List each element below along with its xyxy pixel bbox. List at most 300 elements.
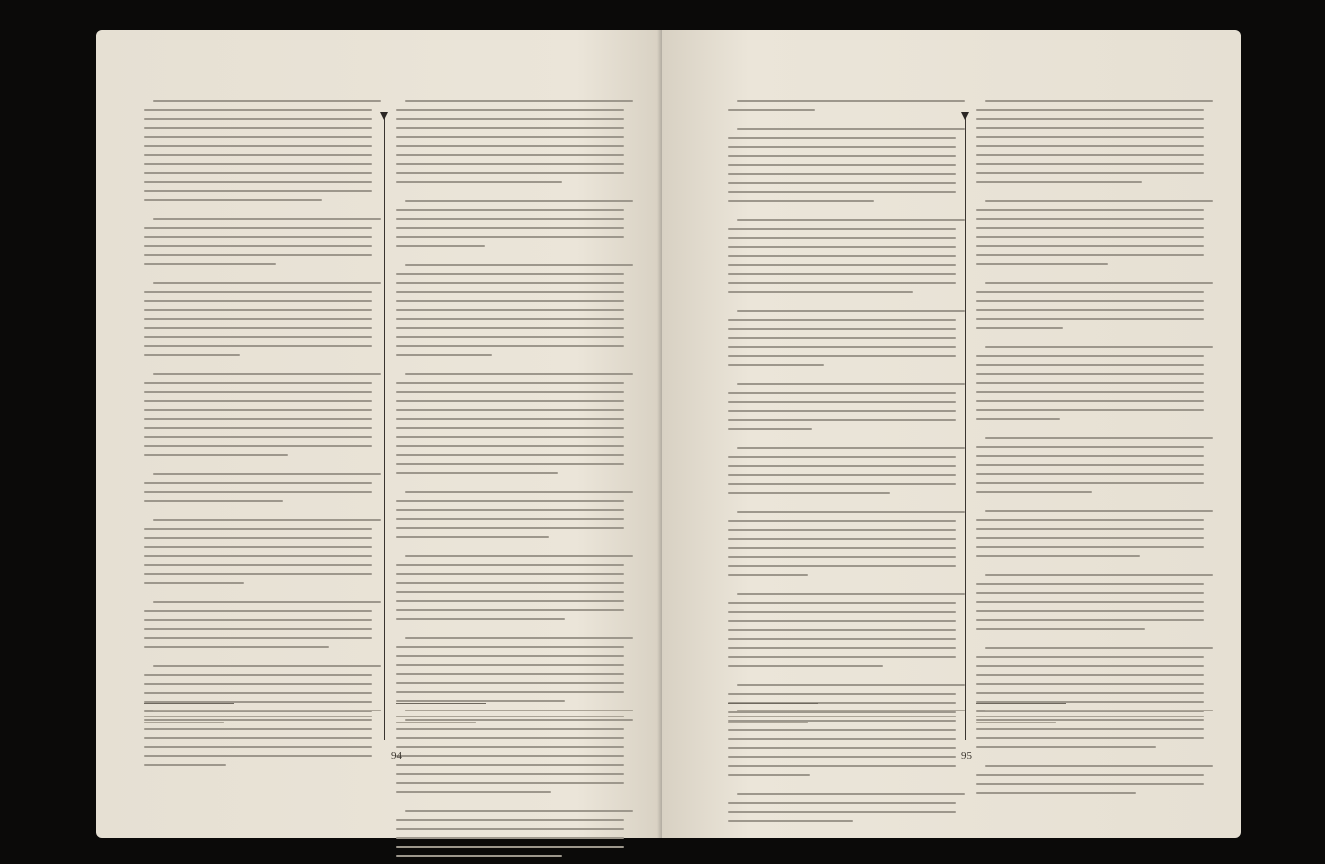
text-line [976, 716, 1204, 717]
text-line [976, 528, 1204, 530]
text-line [976, 674, 1204, 676]
right-page-column-2 [976, 100, 1204, 801]
text-line [405, 491, 633, 493]
text-line [153, 519, 381, 521]
text-line [153, 710, 381, 711]
text-line [144, 118, 372, 120]
text-line [728, 456, 956, 458]
text-line [728, 483, 956, 485]
text-line [728, 392, 956, 394]
text-line [144, 163, 372, 165]
text-line [396, 409, 624, 411]
text-line [728, 200, 874, 202]
text-line [728, 520, 956, 522]
text-line [396, 163, 624, 165]
text-line [728, 419, 956, 421]
text-line [728, 401, 956, 403]
text-line [396, 318, 624, 320]
text-line [976, 692, 1204, 694]
text-line [396, 716, 624, 717]
text-line [144, 637, 372, 639]
text-line [144, 737, 372, 739]
text-line [396, 209, 624, 211]
text-line [976, 555, 1140, 557]
text-line [144, 619, 372, 621]
text-line [144, 436, 372, 438]
left-page-footnotes-1 [144, 710, 372, 728]
text-line [144, 400, 372, 402]
text-line [728, 355, 956, 357]
text-line [144, 445, 372, 447]
text-line [396, 472, 558, 474]
text-line [396, 382, 624, 384]
text-line [396, 172, 624, 174]
text-line [976, 118, 1204, 120]
text-line [728, 629, 956, 631]
text-line [728, 109, 815, 111]
text-line [396, 791, 551, 793]
text-line [396, 746, 624, 748]
text-line [728, 756, 956, 758]
text-line [976, 656, 1204, 658]
text-line [396, 828, 624, 830]
text-line [396, 418, 624, 420]
text-line [728, 282, 956, 284]
text-line [737, 310, 965, 312]
left-page-center-rule [384, 114, 385, 740]
text-line [396, 509, 624, 511]
text-line [976, 628, 1145, 630]
text-line [728, 747, 956, 749]
text-line [153, 373, 381, 375]
text-line [976, 482, 1204, 484]
text-line [728, 811, 956, 813]
text-line [144, 190, 372, 192]
text-line [396, 536, 549, 538]
text-line [144, 722, 224, 723]
text-line [728, 465, 956, 467]
text-line [728, 191, 956, 193]
text-line [976, 355, 1204, 357]
text-line [405, 810, 633, 812]
text-line [153, 218, 381, 220]
page-number-left: 94 [391, 750, 402, 762]
text-line [405, 637, 633, 639]
text-line [976, 491, 1092, 493]
text-line [144, 181, 372, 183]
text-line [396, 582, 624, 584]
text-line [153, 665, 381, 667]
left-page-footnote-rule-2 [396, 703, 486, 704]
text-line [144, 145, 372, 147]
text-line [396, 728, 624, 730]
text-line [396, 236, 624, 238]
text-line [976, 109, 1204, 111]
text-line [144, 236, 372, 238]
text-line [976, 601, 1204, 603]
text-line [728, 774, 810, 776]
right-page-footnote-rule-2 [976, 703, 1066, 704]
text-line [728, 137, 956, 139]
text-line [144, 482, 372, 484]
text-line [405, 100, 633, 102]
text-line [737, 383, 965, 385]
text-line [737, 511, 965, 513]
text-line [396, 773, 624, 775]
text-line [396, 600, 624, 602]
text-line [728, 364, 824, 366]
text-line [737, 219, 965, 221]
text-line [144, 555, 372, 557]
text-line [728, 802, 956, 804]
left-page-top-marker [380, 112, 388, 120]
text-line [396, 154, 624, 156]
left-page-footnote-rule [144, 703, 234, 704]
text-line [396, 682, 624, 684]
text-line [976, 318, 1204, 320]
page-number-right: 95 [961, 750, 972, 762]
text-line [976, 446, 1204, 448]
text-line [396, 218, 624, 220]
text-line [396, 227, 624, 229]
text-line [728, 410, 956, 412]
text-line [976, 464, 1204, 466]
text-line [976, 746, 1156, 748]
text-line [396, 846, 624, 848]
text-line [728, 146, 956, 148]
left-page [96, 30, 662, 838]
text-line [976, 364, 1204, 366]
text-line [396, 700, 565, 702]
text-line [396, 345, 624, 347]
text-line [144, 692, 372, 694]
text-line [976, 300, 1204, 302]
text-line [396, 837, 624, 839]
text-line [728, 693, 956, 695]
text-line [396, 722, 476, 723]
text-line [144, 537, 372, 539]
text-line [144, 546, 372, 548]
text-line [396, 145, 624, 147]
text-line [144, 582, 244, 584]
text-line [144, 674, 372, 676]
text-line [144, 716, 372, 717]
text-line [144, 427, 372, 429]
text-line [976, 136, 1204, 138]
text-line [976, 218, 1204, 220]
book-spread [96, 30, 1241, 838]
text-line [396, 664, 624, 666]
text-line [728, 638, 956, 640]
text-line [737, 593, 965, 595]
text-line [405, 555, 633, 557]
text-line [728, 264, 956, 266]
text-line [396, 300, 624, 302]
text-line [728, 492, 890, 494]
left-page-footnotes-2 [396, 710, 624, 728]
text-line [144, 291, 372, 293]
text-line [728, 620, 956, 622]
text-line [728, 474, 956, 476]
text-line [976, 245, 1204, 247]
text-line [976, 546, 1204, 548]
text-line [728, 273, 956, 275]
text-line [396, 527, 624, 529]
right-page-footnote-rule [728, 703, 818, 704]
text-line [976, 373, 1204, 375]
text-line [153, 100, 381, 102]
text-line [396, 782, 624, 784]
text-line [728, 237, 956, 239]
text-line [153, 473, 381, 475]
text-line [396, 436, 624, 438]
text-line [396, 136, 624, 138]
text-line [144, 336, 372, 338]
text-line [728, 565, 956, 567]
text-line [144, 318, 372, 320]
right-page-center-rule [965, 114, 966, 740]
text-line [976, 537, 1204, 539]
text-line [144, 172, 372, 174]
text-line [153, 601, 381, 603]
text-line [737, 684, 965, 686]
text-line [976, 722, 1056, 723]
text-line [396, 354, 492, 356]
text-line [144, 263, 276, 265]
text-line [728, 155, 956, 157]
text-line [396, 282, 624, 284]
text-line [728, 729, 956, 731]
text-line [396, 819, 624, 821]
text-line [396, 591, 624, 593]
text-line [144, 354, 240, 356]
text-line [144, 646, 329, 648]
text-line [976, 391, 1204, 393]
text-line [405, 373, 633, 375]
text-line [976, 792, 1136, 794]
text-line [396, 500, 624, 502]
text-line [976, 473, 1204, 475]
text-line [728, 722, 808, 723]
text-line [728, 556, 956, 558]
text-line [144, 382, 372, 384]
text-line [144, 564, 372, 566]
text-line [144, 764, 226, 766]
text-line [985, 282, 1213, 284]
text-line [396, 118, 624, 120]
text-line [976, 783, 1204, 785]
text-line [985, 765, 1213, 767]
text-line [144, 610, 372, 612]
text-line [396, 181, 562, 183]
text-line [405, 264, 633, 266]
text-line [976, 519, 1204, 521]
text-line [396, 609, 624, 611]
text-line [728, 228, 956, 230]
text-line [728, 246, 956, 248]
text-line [144, 683, 372, 685]
text-line [144, 755, 372, 757]
text-line [985, 574, 1213, 576]
left-page-column-1 [144, 100, 372, 773]
text-line [728, 255, 956, 257]
text-line [976, 619, 1204, 621]
text-line [985, 647, 1213, 649]
text-line [144, 391, 372, 393]
text-line [728, 164, 956, 166]
text-line [144, 454, 288, 456]
text-line [728, 319, 956, 321]
text-line [728, 574, 808, 576]
text-line [737, 710, 965, 711]
left-page-column-2 [396, 100, 624, 864]
text-line [396, 691, 624, 693]
text-line [976, 127, 1204, 129]
text-line [396, 127, 624, 129]
text-line [976, 145, 1204, 147]
text-line [728, 611, 956, 613]
text-line [976, 254, 1204, 256]
text-line [396, 755, 624, 757]
right-page [662, 30, 1241, 838]
text-line [728, 428, 812, 430]
text-line [405, 200, 633, 202]
text-line [396, 673, 624, 675]
text-line [737, 793, 965, 795]
text-line [976, 418, 1060, 420]
text-line [985, 510, 1213, 512]
text-line [976, 154, 1204, 156]
text-line [396, 573, 624, 575]
text-line [144, 491, 372, 493]
text-line [976, 172, 1204, 174]
text-line [728, 665, 883, 667]
text-line [728, 173, 956, 175]
text-line [396, 327, 624, 329]
text-line [728, 716, 956, 717]
text-line [144, 245, 372, 247]
text-line [405, 710, 633, 711]
text-line [396, 109, 624, 111]
text-line [396, 454, 624, 456]
text-line [396, 463, 624, 465]
text-line [144, 154, 372, 156]
text-line [144, 309, 372, 311]
text-line [144, 628, 372, 630]
text-line [396, 309, 624, 311]
right-page-footnotes-2 [976, 710, 1204, 728]
text-line [976, 227, 1204, 229]
text-line [396, 291, 624, 293]
text-line [728, 291, 913, 293]
text-line [976, 728, 1204, 730]
text-line [144, 345, 372, 347]
text-line [976, 236, 1204, 238]
text-line [728, 337, 956, 339]
text-line [396, 336, 624, 338]
right-page-footnotes-1 [728, 710, 956, 728]
text-line [144, 500, 283, 502]
text-line [728, 656, 956, 658]
text-line [976, 327, 1063, 329]
text-line [737, 100, 965, 102]
text-line [396, 445, 624, 447]
text-line [728, 647, 956, 649]
text-line [976, 774, 1204, 776]
text-line [976, 382, 1204, 384]
text-line [396, 400, 624, 402]
text-line [728, 602, 956, 604]
text-line [976, 610, 1204, 612]
text-line [976, 163, 1204, 165]
text-line [144, 199, 322, 201]
text-line [976, 592, 1204, 594]
text-line [396, 391, 624, 393]
text-line [976, 181, 1142, 183]
text-line [728, 529, 956, 531]
text-line [985, 437, 1213, 439]
text-line [144, 109, 372, 111]
text-line [396, 273, 624, 275]
text-line [976, 737, 1204, 739]
text-line [144, 409, 372, 411]
text-line [396, 646, 624, 648]
text-line [728, 738, 956, 740]
text-line [144, 136, 372, 138]
text-line [728, 182, 956, 184]
text-line [728, 538, 956, 540]
text-line [985, 346, 1213, 348]
text-line [396, 245, 485, 247]
text-line [976, 455, 1204, 457]
text-line [396, 518, 624, 520]
text-line [728, 547, 956, 549]
text-line [985, 710, 1213, 711]
text-line [396, 855, 562, 857]
text-line [144, 254, 372, 256]
text-line [976, 683, 1204, 685]
text-line [144, 728, 372, 730]
text-line [728, 765, 956, 767]
text-line [737, 128, 965, 130]
text-line [728, 820, 853, 822]
text-line [396, 655, 624, 657]
text-line [144, 573, 372, 575]
text-line [976, 409, 1204, 411]
text-line [985, 100, 1213, 102]
text-line [396, 427, 624, 429]
text-line [976, 665, 1204, 667]
text-line [976, 583, 1204, 585]
text-line [985, 200, 1213, 202]
text-line [728, 346, 956, 348]
text-line [144, 327, 372, 329]
text-line [396, 564, 624, 566]
text-line [144, 746, 372, 748]
text-line [396, 618, 565, 620]
text-line [976, 309, 1204, 311]
text-line [728, 328, 956, 330]
text-line [153, 282, 381, 284]
text-line [976, 263, 1108, 265]
text-line [144, 127, 372, 129]
text-line [976, 400, 1204, 402]
text-line [144, 528, 372, 530]
text-line [144, 227, 372, 229]
text-line [396, 764, 624, 766]
text-line [144, 300, 372, 302]
text-line [976, 209, 1204, 211]
